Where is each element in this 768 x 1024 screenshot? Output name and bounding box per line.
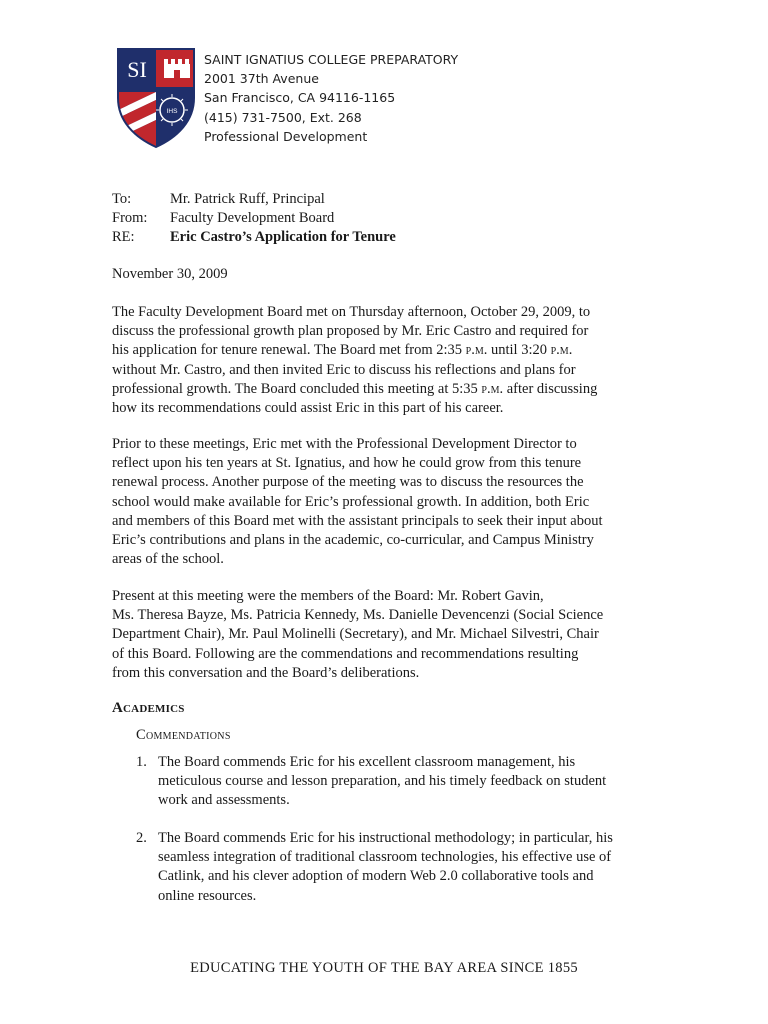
memo-from-row — [112, 209, 396, 228]
paragraph-meeting-summary — [112, 303, 660, 418]
paragraph-line: Eric’s contributions and plans in the academic, co-curricular, and Campus Ministry — [112, 532, 594, 549]
section-heading-academics: Academics — [112, 700, 185, 716]
paragraph-line: without Mr. Castro, and then invited Eric to discuss his reflections and plans for — [112, 361, 576, 378]
paragraph-line: school would make available for Eric’s professional growth. In addition, both Eric — [112, 493, 590, 510]
paragraph-line: Ms. Theresa Bayze, Ms. Patricia Kennedy, Ms. Danielle Devencenzi (Social Science — [112, 607, 604, 624]
sub-heading-commendations: Commendations — [136, 727, 231, 743]
list-item-text — [158, 753, 606, 811]
department-name: Professional Development — [204, 128, 368, 144]
text-run: professional growth. The Board concluded this meeting at 5:35 — [112, 380, 482, 397]
paragraph-line: Department Chair), Mr. Paul Molinelli (Secretary), and Mr. Michael Silvestri, Chair — [112, 626, 599, 643]
list-item-line: The Board commends Eric for his excellent classroom management, his — [158, 754, 576, 770]
paragraph-line — [112, 341, 660, 360]
list-item-line: Catlink, and his clever adoption of modern Web 2.0 collaborative tools and — [158, 868, 594, 885]
paragraph-line: reflect upon his ten years at St. Ignatius, and how he could grow from this tenure — [112, 455, 582, 472]
phone-number: (415) 731-7500, Ext. 268 — [204, 109, 362, 125]
text-run: after discussing — [503, 380, 598, 397]
city-state-zip: San Francisco, CA 94116-1165 — [204, 90, 396, 106]
text-run: until 3:20 — [487, 342, 551, 359]
paragraph-line: and members of this Board met with the assistant principals to seek their input about — [112, 512, 603, 529]
memo-to-value: Mr. Patrick Ruff, Principal — [170, 191, 325, 207]
school-crest-logo — [114, 46, 198, 150]
list-item-line: online resources. — [158, 887, 257, 904]
list-item-line: work and assessments. — [158, 792, 290, 809]
list-item-line: The Board commends Eric for his instructional methodology; in particular, his — [158, 830, 613, 846]
memo-from-value: Faculty Development Board — [170, 210, 335, 226]
paragraph-line: renewal process. Another purpose of the meeting was to discuss the resources the — [112, 474, 584, 491]
paragraph-line: Present at this meeting were the members of the Board: Mr. Robert Gavin, — [112, 588, 544, 604]
street-address: 2001 37th Avenue — [204, 71, 319, 87]
paragraph-prior-meetings — [112, 435, 660, 569]
memo-header — [112, 190, 396, 247]
time-suffix: p.m. — [550, 342, 573, 359]
paragraph-line: discuss the professional growth plan proposed by Mr. Eric Castro and required for — [112, 323, 589, 340]
memo-to-label: To: — [112, 191, 132, 207]
paragraph-line: Prior to these meetings, Eric met with the Professional Development Director to — [112, 436, 577, 452]
memo-date: November 30, 2009 — [112, 266, 228, 282]
paragraph-board-members — [112, 587, 660, 683]
list-item-line: meticulous course and lesson preparation, and his timely feedback on student — [158, 773, 607, 790]
paragraph-line: how its recommendations could assist Eric in this part of his career. — [112, 400, 504, 417]
crest-badge-text: IHS — [166, 108, 178, 115]
paragraph-line: from this conversation and the Board’s deliberations. — [112, 664, 420, 681]
memo-subject: Eric Castro’s Application for Tenure — [170, 229, 396, 245]
crest-monogram: SI — [127, 57, 147, 82]
list-item-text — [158, 829, 613, 906]
paragraph-line: of this Board. Following are the commendations and recommendations resulting — [112, 645, 579, 662]
paragraph-line — [112, 380, 660, 399]
text-run: his application for tenure renewal. The Board met from 2:35 — [112, 342, 466, 359]
memo-re-row — [112, 228, 396, 247]
paragraph-line: The Faculty Development Board met on Thursday afternoon, October 29, 2009, to — [112, 304, 591, 320]
time-suffix: p.m. — [465, 342, 488, 359]
list-item-line: seamless integration of traditional classroom technologies, his effective use of — [158, 849, 612, 866]
time-suffix: p.m. — [481, 380, 504, 397]
memo-re-label: RE: — [112, 229, 135, 245]
footer-motto: EDUCATING THE YOUTH OF THE BAY AREA SINCE 1855 — [190, 960, 578, 976]
list-item-number: 1. — [136, 754, 147, 770]
list-item-number: 2. — [136, 830, 147, 846]
letterhead-address — [204, 50, 458, 146]
memo-from-label: From: — [112, 210, 148, 226]
memo-to-row — [112, 190, 396, 209]
paragraph-line: areas of the school. — [112, 551, 224, 568]
school-name: SAINT IGNATIUS COLLEGE PREPARATORY — [204, 52, 459, 67]
